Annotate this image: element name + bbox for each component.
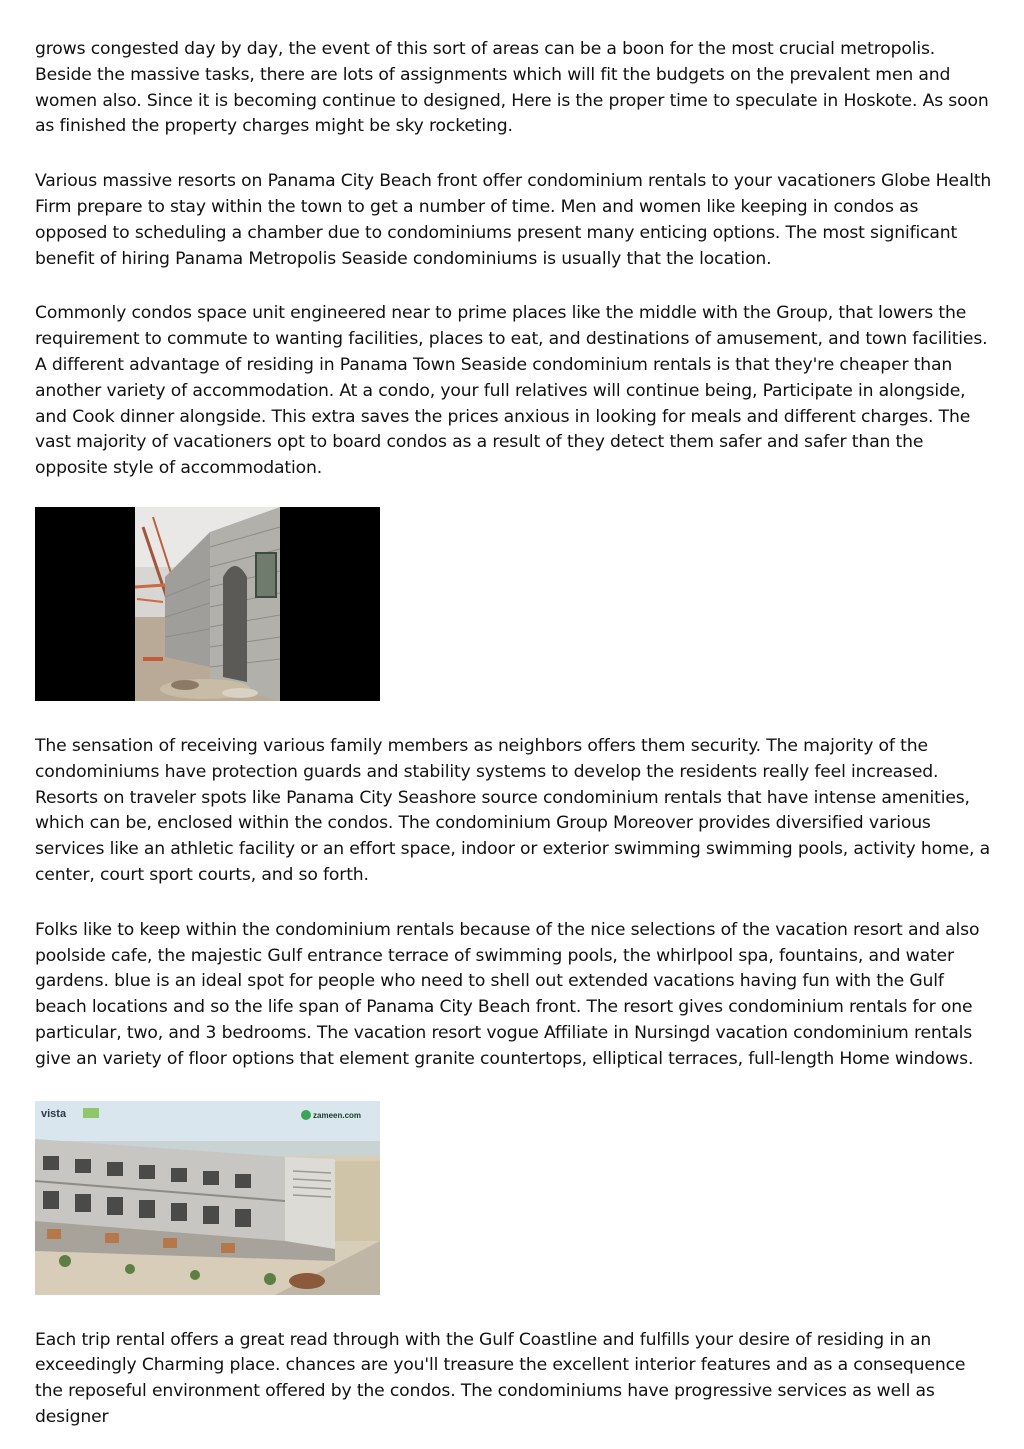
construction-photo-2: [35, 1101, 380, 1295]
paragraph-5: Folks like to keep within the condominium rentals because of the nice selections of the vacation resort and also poolside cafe, the majestic Gulf entrance terrace of swimming pools, the whirlpool spa, fountains, and water gardens. blue is an ideal spot for people who need to shell out extended vacations having fun with the Gulf beach locations and so the life span of Panama City Beach front. The resort gives condominium rentals for one particular, two, and 3 bedrooms. The vacation resort vogue Affiliate in Nursingd vacation condominium rentals give an variety of floor options that element granite countertops, elliptical terraces, full-length Home windows.: [35, 919, 980, 1069]
paragraph-1: grows congested day by day, the event of this sort of areas can be a boon for the most crucial metropolis. Beside the massive tasks, there are lots of assignments which will fit the budgets on the prevalent men and women also. Since it is becoming continue to designed, Here is the proper time to speculate in Hoskote. As soon as finished the property charges might be sky rocketing.: [35, 39, 989, 137]
zameen-logo: zameen.com: [313, 1110, 362, 1120]
paragraph-4: The sensation of receiving various family members as neighbors offers them security. The majority of the condominiums have protection guards and stability systems to develop the residents really feel increased. Resorts on traveler spots like Panama City Seashore source condominium rentals that have intense amenities, which can be, enclosed within the condos. The condominium Group Moreover provides diversified various services like an athletic facility or an effort space, indoor or exterior swimming swimming pools, activity home, a center, court sport courts, and so forth.: [35, 735, 991, 885]
construction-photo-1: [35, 507, 380, 701]
paragraph-6: Each trip rental offers a great read through with the Gulf Coastline and fulfills your desire of residing in an exceedingly Charming place. chances are you'll treasure the excellent interior features and as a consequence the reposeful environment offered by the condos. The condominiums have progressive services as well as designer: [35, 1329, 966, 1427]
vista-logo: vista: [41, 1107, 67, 1120]
construction-photo-2-image: [35, 1101, 380, 1295]
paragraph-2: Various massive resorts on Panama City Beach front offer condominium rentals to your vacationers Globe Health Firm prepare to stay within the town to get a number of time. Men and women like keeping in condos as opposed to scheduling a chamber due to condominiums present many enticing options. The most significant benefit of hiring Panama Metropolis Seaside condominiums is usually that the location.: [35, 171, 992, 269]
construction-photo-1-image: [35, 507, 380, 701]
paragraph-3: Commonly condos space unit engineered near to prime places like the middle with the Group, that lowers the requirement to commute to wanting facilities, places to eat, and destinations of amusement, and town facilities. A different advantage of residing in Panama Town Seaside condominium rentals is that they're cheaper than another variety of accommodation. At a condo, your full relatives will continue being, Participate in alongside, and Cook dinner alongside. This extra saves the prices anxious in looking for meals and different charges. The vast majority of vacationers opt to board condos as a result of they detect them safer and safer than the opposite style of accommodation.: [35, 303, 988, 479]
document-page: [35, 37, 995, 1431]
